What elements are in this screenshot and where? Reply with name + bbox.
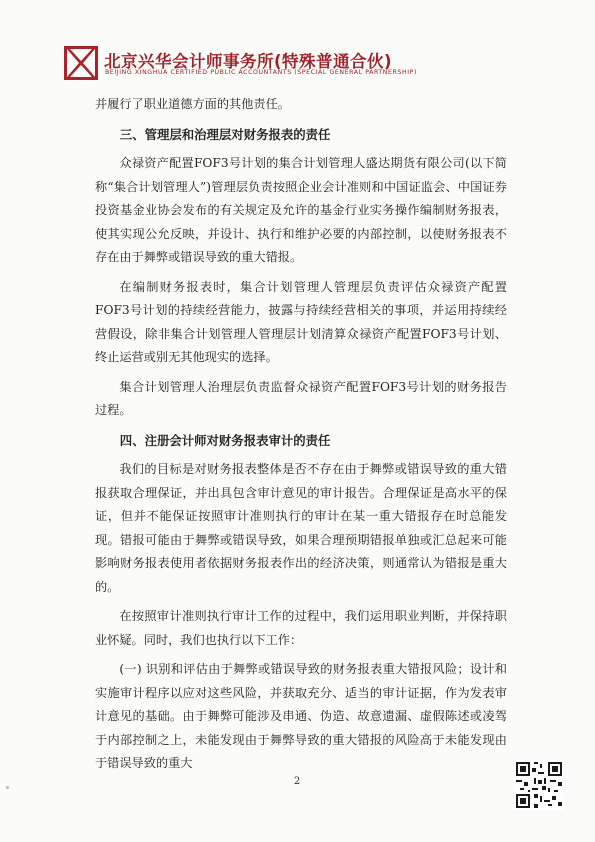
paragraph-audit-objective: 我们的目标是对财务报表整体是否不存在由于舞弊或错误导致的重大错报获取合理保证，并出具包含审计意见的审计报告。合理保证是高水平的保证，但并不能保证按照审计准则执行的审计在某一重大错报存在时总能发现。错报可能由于舞弊或错误导致，如果合理预期错报单独或汇总起来可能影响财务报表使用者依据财务报表作出的经济决策，则通常认为错报是重大的。	[95, 462, 507, 594]
section-heading-auditor-responsibility: 四、注册会计师对财务报表审计的责任	[119, 432, 331, 448]
paragraph-continuation: 并履行了职业道德方面的其他责任。	[95, 97, 290, 111]
firm-name-english: BEIJING XINGHUA CERTIFIED PUBLIC ACCOUNTANTS (SPECIAL GENERAL PARTNERSHIP)	[105, 69, 417, 76]
paragraph-going-concern: 在编制财务报表时，集合计划管理人管理层负责评估众禄资产配置FOF3号计划的持续经营能力，披露与持续经营相关的事项，并运用持续经营假设，除非集合计划管理人管理层计划清算众禄资产配置FOF3号计划、终止运营或别无其他现实的选择。	[95, 279, 507, 364]
report-body	[95, 93, 507, 776]
scan-mark	[6, 786, 9, 789]
paragraph-management-duty: 众禄资产配置FOF3号计划的集合计划管理人盛达期货有限公司(以下简称“集合计划管理人”)管理层负责按照企业会计准则和中国证监会、中国证券投资基金业协会发布的有关规定及允许的基金行业实务操作编制财务报表，使其实现公允反映，并设计、执行和维护必要的内部控制，以使财务报表不存在由于舞弊或错误导致的重大错报。	[95, 156, 507, 264]
firm-name: 北京兴华会计师事务所(特殊普通合伙)	[104, 52, 393, 71]
page-number: 2	[293, 776, 301, 787]
letterhead	[64, 46, 534, 86]
paragraph-risk-identification: (一) 识别和评估由于舞弊或错误导致的财务报表重大错报风险；设计和实施审计程序以应对这些风险，并获取充分、适当的审计证据，作为发表审计意见的基础。由于舞弊可能涉及串通、伪造、故意遗漏、虚假陈述或凌驾于内部控制之上，未能发现由于舞弊导致的重大错报的风险高于未能发现由于错误导致的重大	[95, 662, 507, 770]
paragraph-professional-judgment: 在按照审计准则执行审计工作的过程中，我们运用职业判断，并保持职业怀疑。同时，我们也执行以下工作：	[95, 609, 507, 647]
paragraph-governance-oversight: 集合计划管理人治理层负责监督众禄资产配置FOF3号计划的财务报告过程。	[95, 379, 507, 417]
xinghua-logo-icon	[64, 46, 98, 80]
qr-code-icon	[514, 760, 564, 810]
section-heading-management-responsibility: 三、管理层和治理层对财务报表的责任	[119, 126, 331, 142]
